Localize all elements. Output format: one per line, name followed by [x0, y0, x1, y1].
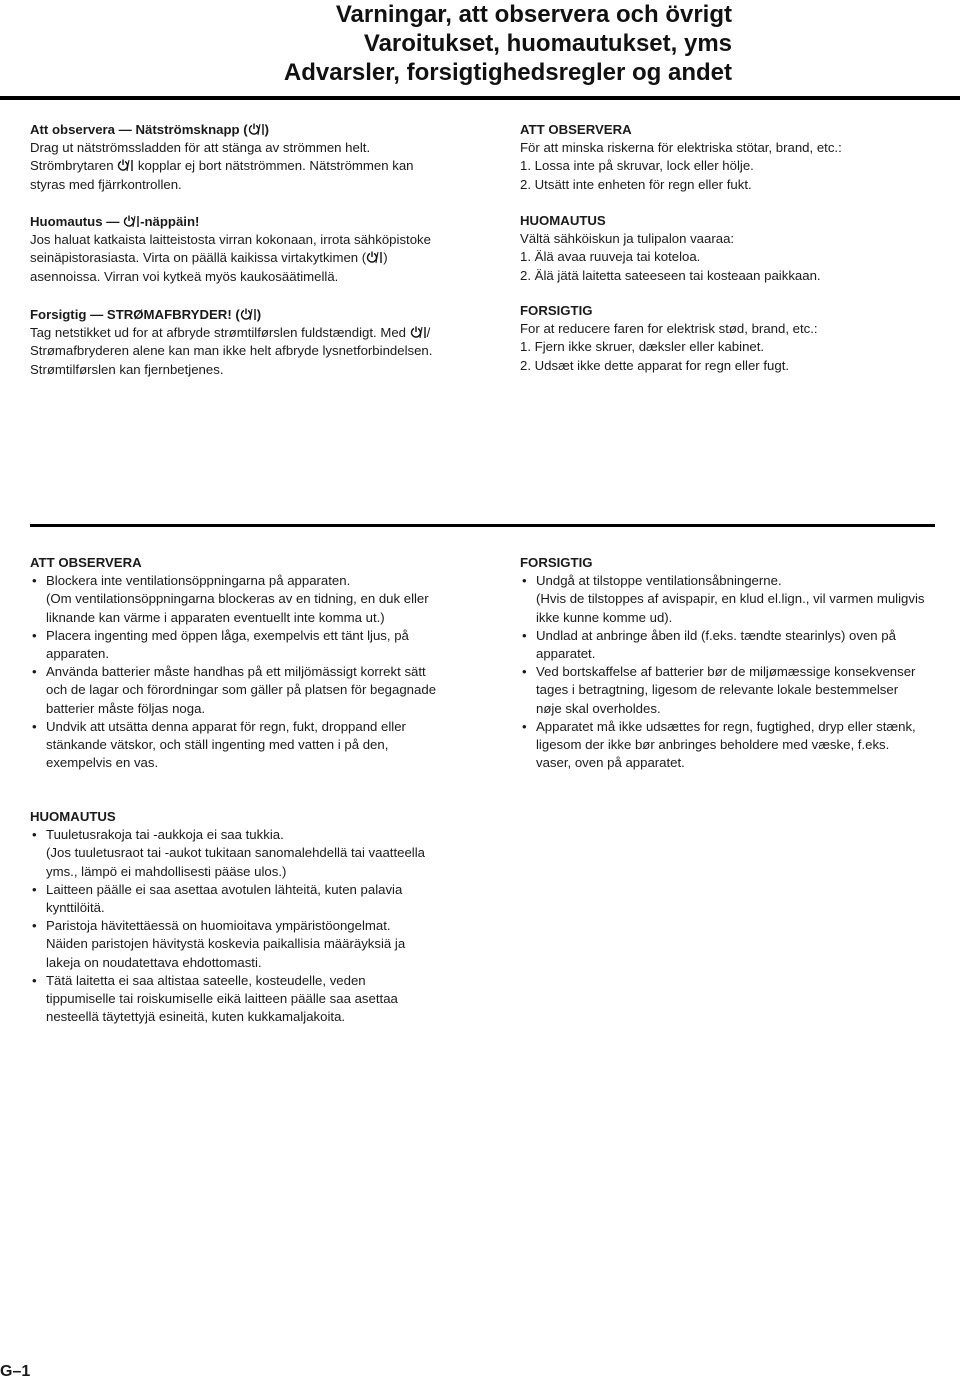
fi-power-heading: Huomautus — -näppäin! [30, 214, 200, 229]
list-item: • Använda batterier måste handhas på ett miljömässigt korrekt sätt och de lagar och förordningar som gäller på platsen för begagnade batterier måste följas noga. [30, 663, 436, 718]
da-power-note [30, 306, 432, 379]
list-item: • Ved bortskaffelse af batterier bør de miljømæssige konsekvenser tages i betragtning, ligesom de relevante lokale bestemmelser nøje skal overholdes. [520, 663, 924, 718]
list-item: • Apparatet må ikke udsættes for regn, fugtighed, dryp eller stænk, ligesom der ikke bør anbringes beholdere med væske, f.eks. vaser, oven på apparatet. [520, 718, 924, 773]
da-forsigtig-heading: FORSIGTIG [520, 555, 593, 570]
title-finnish: Varoitukset, huomautukset, yms [363, 30, 732, 57]
list-item: • Paristoja hävitettäessä on huomioitava ympäristöongelmat. Näiden paristojen hävitystä koskevia paikallisia määräyksiä ja lakeja on noudatettava ehdottomasti. [30, 917, 425, 972]
da-caution-list [520, 338, 818, 374]
sv-caution-intro: För att minska riskerna för elektriska stötar, brand, etc.: [520, 140, 842, 156]
da-caution-block [520, 302, 818, 375]
power-standby-icon [240, 308, 257, 321]
list-item: 1. Lossa inte på skruvar, lock eller hölje. [520, 158, 754, 174]
sv-power-line3: styras med fjärrkontrollen. [30, 176, 182, 192]
sv-power-line2: Strömbrytaren kopplar ej bort nätströmmen. Nätströmmen kan [30, 158, 414, 174]
power-standby-icon [248, 123, 265, 136]
da-power-line2: Strømafbryderen alene kan man ikke helt afbryde lysnetforbindelsen. [30, 343, 433, 359]
da-forsigtig-list [520, 572, 924, 772]
power-standby-icon [410, 326, 427, 339]
fi-caution-block [520, 212, 821, 285]
list-item: 1. Fjern ikke skruer, dæksler eller kabinet. [520, 339, 765, 355]
title-swedish: Varningar, att observera och övrigt [335, 1, 732, 28]
da-forsigtig-block [520, 554, 924, 772]
list-item: 1. Älä avaa ruuveja tai koteloa. [520, 249, 701, 265]
list-item: • Undlad at anbringe åben ild (f.eks. tændte stearinlys) oven på apparatet. [520, 627, 924, 663]
fi-power-line1: Jos haluat katkaista laitteistosta virran kokonaan, irrota sähköpistoke [30, 232, 431, 248]
da-power-line1: Tag netstikket ud for at afbryde strømtilførslen fuldstændigt. Med / [30, 325, 431, 341]
page-number: G–1 [0, 1363, 31, 1380]
list-item: • Tätä laitetta ei saa altistaa sateelle, kosteudelle, veden tippumiselle tai roiskumiselle eikä laitteen päälle saa asettaa nesteellä täytettyjä esineitä, kuten kukkamaljakoita. [30, 972, 425, 1027]
fi-power-note [30, 213, 431, 286]
sv-observe-heading: ATT OBSERVERA [30, 555, 142, 570]
sv-power-line1: Drag ut nätströmssladden för att stänga av strömmen helt. [30, 140, 371, 156]
list-item: • Tuuletusrakoja tai -aukkoja ei saa tukkia. (Jos tuuletusraot tai -aukot tukitaan sanomalehdellä tai vaatteella yms., lämpö ei mahdollisesti pääse ulos.) [30, 826, 425, 881]
power-standby-icon [366, 251, 383, 264]
top-rule [0, 96, 960, 100]
list-item: 2. Älä jätä laitetta sateeseen tai kosteaan paikkaan. [520, 267, 821, 283]
list-item: 2. Udsæt ikke dette apparat for regn eller fugt. [520, 357, 790, 373]
sv-caution-list [520, 157, 842, 193]
sv-caution-heading: ATT OBSERVERA [520, 122, 632, 137]
da-caution-heading: FORSIGTIG [520, 303, 593, 318]
page-titles [284, 0, 732, 87]
power-standby-icon [117, 159, 134, 172]
middle-rule [30, 524, 935, 527]
list-item: • Laitteen päälle ei saa asettaa avotulen lähteitä, kuten palavia kynttilöitä. [30, 881, 425, 917]
sv-power-heading: Att observera — Nätströmsknapp ( ) [30, 122, 270, 137]
list-item: • Undvik att utsätta denna apparat för regn, fukt, droppand eller stänkande vätskor, och ställ ingenting med vatten i på den, exempelvis en vas. [30, 718, 436, 773]
fi-huomautus-heading: HUOMAUTUS [30, 809, 116, 824]
fi-caution-heading: HUOMAUTUS [520, 213, 606, 228]
fi-power-line3: asennoissa. Virran voi kytkeä myös kaukosäätimellä. [30, 268, 339, 284]
sv-observe-block [30, 554, 436, 772]
list-item: • Placera ingenting med öppen låga, exempelvis ett tänt ljus, på apparaten. [30, 627, 436, 663]
fi-caution-list [520, 248, 821, 284]
title-danish: Advarsler, forsigtighedsregler og andet [283, 59, 732, 86]
power-standby-icon [123, 215, 140, 228]
list-item: • Blockera inte ventilationsöppningarna på apparaten. (Om ventilationsöppningarna blockeras av en tidning, en duk eller liknande kan värme i apparaten eventuellt inte komma ut.) [30, 572, 436, 627]
da-power-heading: Forsigtig — STRØMAFBRYDER! ( ) [30, 307, 262, 322]
fi-huomautus-list [30, 826, 425, 1026]
da-power-line3: Strømtilførslen kan fjernbetjenes. [30, 361, 224, 377]
list-item: • Undgå at tilstoppe ventilationsåbningerne. (Hvis de tilstoppes af avispapir, en klud el.lign., vil varmen muligvis ikke kunne komme ud). [520, 572, 924, 627]
sv-observe-list [30, 572, 436, 772]
fi-huomautus-block [30, 808, 425, 1026]
sv-power-note [30, 121, 414, 194]
fi-power-line2: seinäpistorasiasta. Virta on päällä kaikissa virtakytkimen ( ) [30, 250, 388, 266]
sv-caution-block [520, 121, 842, 194]
fi-caution-intro: Vältä sähköiskun ja tulipalon vaaraa: [520, 231, 735, 247]
list-item: 2. Utsätt inte enheten för regn eller fukt. [520, 176, 752, 192]
da-caution-intro: For at reducere faren for elektrisk stød, brand, etc.: [520, 321, 818, 337]
